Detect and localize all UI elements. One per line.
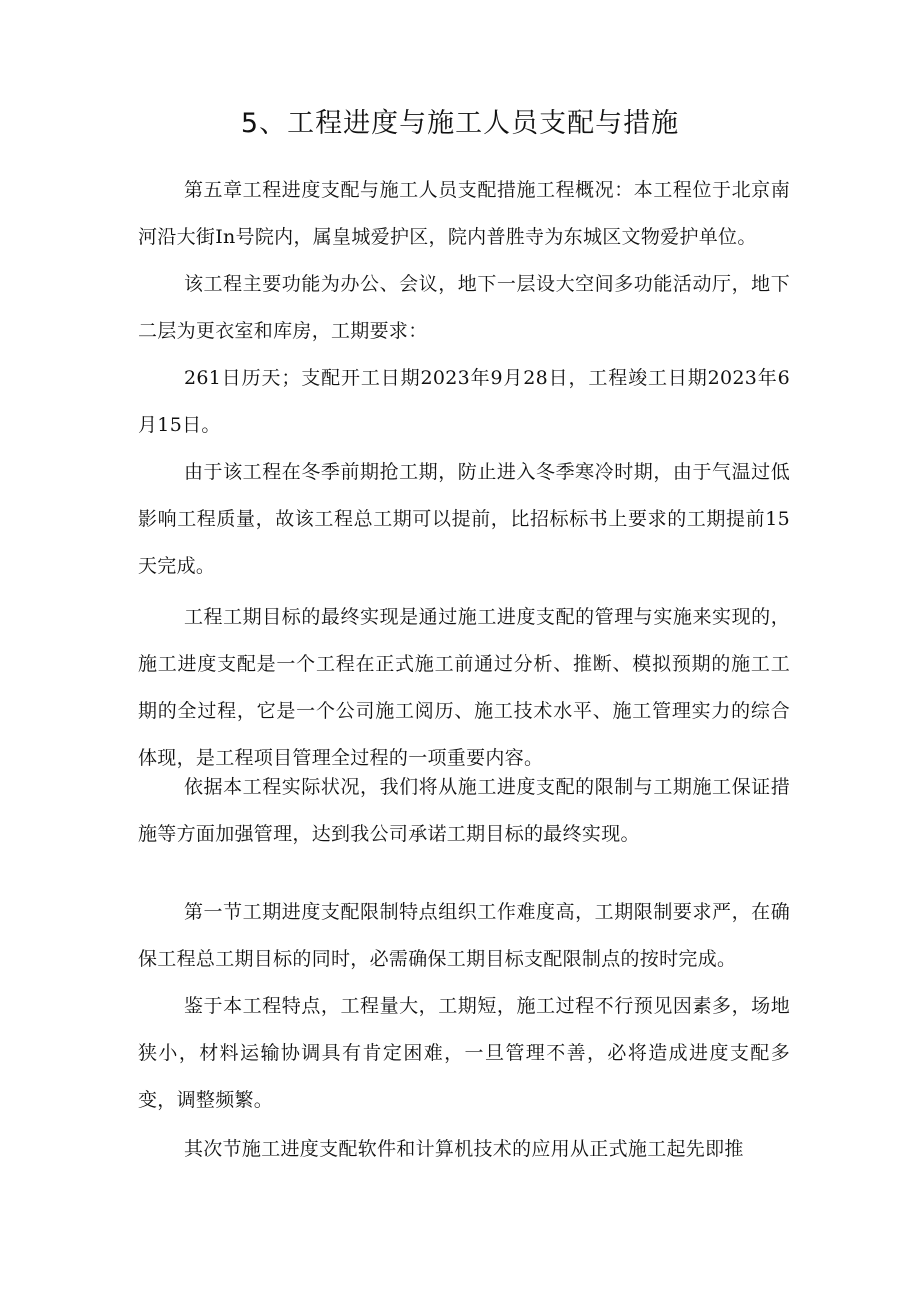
paragraph-main-functions: 该工程主要功能为办公、会议，地下一层设大空间多功能活动厅，地下二层为更衣室和库房，工期要求：	[138, 273, 790, 342]
paragraph-section-one: 第一节工期进度支配限制特点组织工作难度高，工期限制要求严，在确保工程总工期目标的同时，必需确保工期目标支配限制点的按时完成。	[138, 901, 790, 970]
paragraph-management-measures: 依据本工程实际状况，我们将从施工进度支配的限制与工期施工保证措施等方面加强管理，达到我公司承诺工期目标的最终实现。	[138, 776, 790, 845]
paragraph-schedule-goal: 工程工期目标的最终实现是通过施工进度支配的管理与实施来实现的，施工进度支配是一个工程在正式施工前通过分析、推断、模拟预期的施工工期的全过程，它是一个公司施工阅历、施工技术水平、施工管理实力的综合体现，是工程项目管理全过程的一项重要内容。	[138, 606, 790, 769]
paragraph-section-two: 其次节施工进度支配软件和计算机技术的应用从正式施工起先即推	[184, 1138, 744, 1160]
paragraph-project-features: 鉴于本工程特点，工程量大，工期短，施工过程不行预见因素多，场地狭小，材料运输协调具有肯定困难，一旦管理不善，必将造成进度支配多变，调整频繁。	[138, 995, 790, 1111]
document-title: 5、工程进度与施工人员支配与措施	[240, 108, 680, 139]
paragraph-schedule-dates: 261日历天；支配开工日期2023年9月28日，工程竣工日期2023年6月15日。	[138, 367, 790, 436]
paragraph-project-overview: 第五章工程进度支配与施工人员支配措施工程概况：本工程位于北京南河沿大街In号院内，属皇城爱护区，院内普胜寺为东城区文物爱护单位。	[138, 179, 790, 248]
paragraph-winter-schedule: 由于该工程在冬季前期抢工期，防止进入冬季寒冷时期，由于气温过低影响工程质量，故该工程总工期可以提前，比招标标书上要求的工期提前15天完成。	[138, 461, 790, 577]
